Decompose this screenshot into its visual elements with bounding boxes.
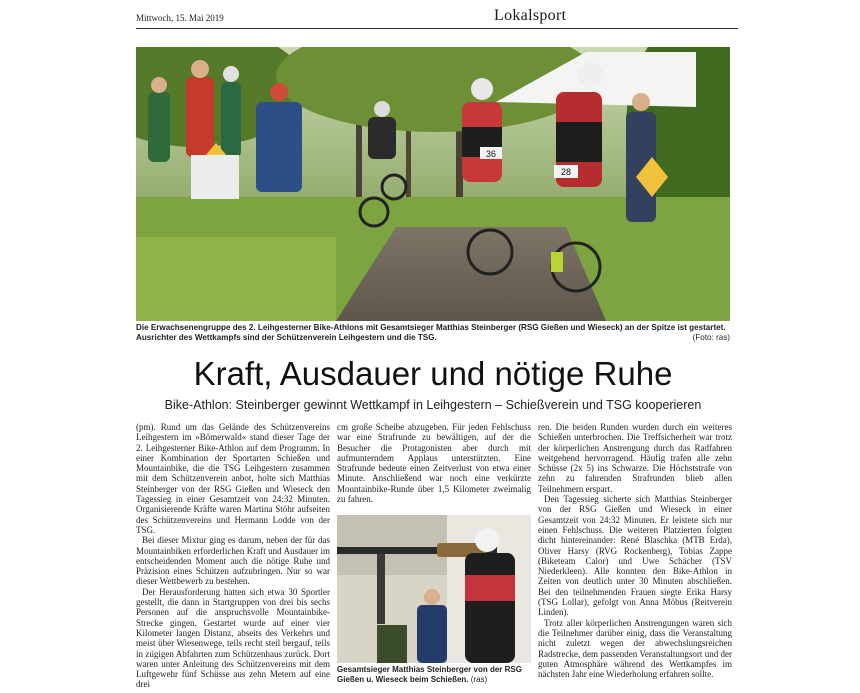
shooting-photo bbox=[337, 515, 531, 663]
shooting-photo-credit: (ras) bbox=[470, 675, 488, 684]
paragraph: (pm). Rund um das Gelände des Schützenvereins Leihgestern im »Bömerwald« stand dieser Tage der 2. Leihgesterner Bike-Athlon auf dem Programm. In einer Kombination der Sportarten Schießen und Mountainbike, die die TSG Leihgestern zusammen mit dem Schützenverein anbot, holte sich Matthias Steinberger von der RSG Gießen und Wieseck den Tagessieg in einer Gesamtzeit von 24:32 Minuten. Organisierende Kräfte waren Martina Stöhr aufseiten des Schützenvereins und Hermann Lodde von der TSG. bbox=[136, 422, 330, 535]
issue-date: Mittwoch, 15. Mai 2019 bbox=[136, 13, 224, 23]
paragraph: Bei dieser Mixtur ging es darum, neben der für das Mountainbiken erforderlichen Kraft und Ausdauer im entscheidenden Moment auch die nötige Ruhe und Präzision eines Schützen aufzubringen. Nur so war dieser Wettbewerb zu bestehen. bbox=[136, 535, 330, 587]
article-column-2 bbox=[337, 422, 531, 514]
photo-credit: (Foto: ras) bbox=[692, 333, 730, 342]
headline: Kraft, Ausdauer und nötige Ruhe bbox=[193, 355, 673, 392]
page-header bbox=[136, 6, 738, 29]
paragraph: Der Herausforderung hatten sich etwa 30 Sportler gestellt, die dann in Startgruppen von drei bis sechs Personen auf die anspruchsvolle Mountainbike-Strecke gingen. Gestartet wurde auf einer vier Kilometer langen Distanz, abseits des Verkehrs und meist über Wiesenwege, teils recht steil bergauf, teils in zügigen Abfahrten zum Schützenhaus zurück. Dort waren unter Anleitung des Schützenvereins mit dem Luftgewehr fünf Schüsse aus zehn Metern auf eine drei bbox=[136, 586, 330, 690]
shooting-photo-caption bbox=[337, 665, 531, 685]
paragraph: Den Tagessieg sicherte sich Matthias Steinberger von der RSG Gießen und Wieseck in einer Gesamtzeit von 24:32 Minuten. Er leistete sich nur einen Fehlschuss. Die weiteren Platzierten folgten dicht hintereinander: René Blaschka (MTB Erda), Oliver Harsy (RVG Rockenberg), Tobias Zappe (Biketeam Calor) und Uwe Schächer (TSV Niederkleen). Alle konnten den Bike-Athlon in Zeiten von deutlich unter 30 Minuten abschließen. Bei den teilnehmenden Frauen siegte Erika Harsy (TSG Lollar), gefolgt von Anna Möbus (Reitverein Linden). bbox=[538, 494, 732, 618]
plate-36: 36 bbox=[485, 149, 497, 159]
paragraph: ren. Die beiden Runden wurden durch ein weiteres Schießen unterbrochen. Die Treffsicherheit war trotz der körperlichen Anstrengung durch das Radfahren weitgehend hervorragend. Häufig trafen alle zehn Schüsse (2x 5) ins Schwarze. Die Höchststrafe von zehn zu fahrenden Strafrunden blieb allen Teilnehmern erspart. bbox=[538, 422, 732, 494]
article-column-3 bbox=[538, 422, 732, 690]
section-title: Lokalsport bbox=[494, 7, 567, 24]
paragraph: Trotz aller körperlichen Anstrengungen waren sich die Teilnehmer darüber einig, dass die Veranstaltung nicht zuletzt wegen der abwechslungsreichen Radstrecke, dem passenden Veranstaltungsort und der guten Atmosphäre während des Wettkampfes im nächsten Jahr eine Wiederholung erfahren sollte. bbox=[538, 617, 732, 680]
article-column-1 bbox=[136, 422, 330, 690]
shooting-caption-text: Gesamtsieger Matthias Steinberger von der RSG Gießen u. Wieseck beim Schießen. bbox=[337, 665, 522, 684]
race-photo-icon bbox=[136, 47, 730, 321]
shooting-photo-icon bbox=[337, 515, 531, 663]
race-photo bbox=[136, 47, 730, 321]
subheadline: Bike-Athlon: Steinberger gewinnt Wettkampf in Leihgestern – Schießverein und TSG kooperieren bbox=[164, 398, 702, 412]
photo-caption-text: Die Erwachsenengruppe des 2. Leihgesterner Bike-Athlons mit Gesamtsieger Matthias Steinberger (RSG Gießen und Wieseck) an der Spitze ist gestartet. Ausrichter des Wettkampfs sind der Schützenverein Leihgestern und die TSG. bbox=[136, 323, 726, 342]
plate-28: 28 bbox=[560, 167, 572, 177]
paragraph: cm große Scheibe abzugeben. Für jeden Fehlschuss war eine Strafrunde zu bewältigen, auf der die Besucher die Protagonisten aber durch mit aufmunterndem Applaus unterstützten. Eine Strafrunde bedeute einen Zeitverlust von etwa einer Minute. Anschließend war noch eine verkürzte Mountainbike-Runde über 1,5 Kilometer zweimalig zu fahren. bbox=[337, 422, 531, 505]
photo-caption bbox=[136, 323, 730, 343]
